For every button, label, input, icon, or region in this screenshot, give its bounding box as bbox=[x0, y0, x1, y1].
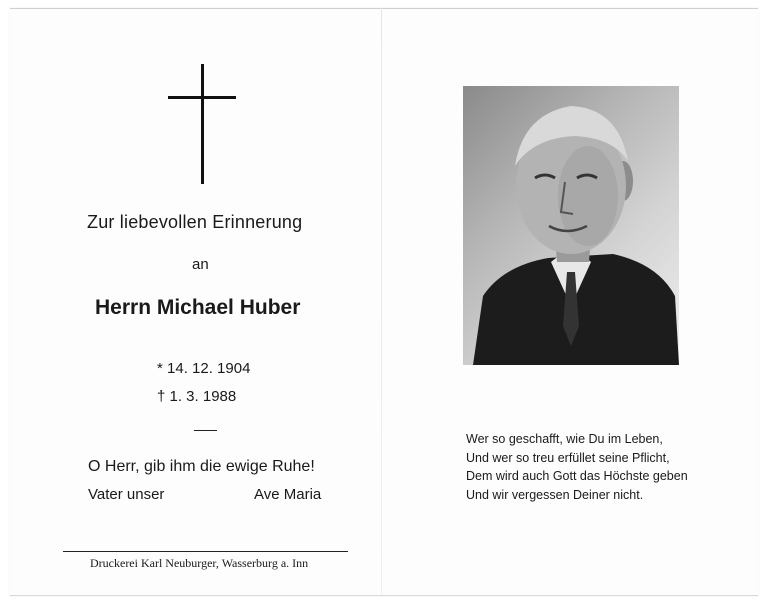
prayer-ave-maria: Ave Maria bbox=[254, 486, 322, 503]
prayer-text: O Herr, gib ihm die ewige Ruhe! bbox=[88, 458, 315, 475]
portrait-photo bbox=[463, 86, 679, 365]
printer-rule bbox=[63, 551, 348, 552]
poem-line: Und wir vergessen Deiner nicht. bbox=[466, 487, 644, 502]
poem-line: Und wer so treu erfüllet seine Pflicht, bbox=[466, 450, 670, 465]
printer-credit: Druckerei Karl Neuburger, Wasserburg a. Inn bbox=[90, 556, 309, 570]
death-date: † 1. 3. 1988 bbox=[157, 388, 237, 405]
poem bbox=[466, 430, 688, 504]
separator-dash bbox=[194, 430, 217, 431]
poem-line: Wer so geschafft, wie Du im Leben, bbox=[466, 432, 663, 446]
deceased-name: Herrn Michael Huber bbox=[95, 296, 301, 319]
poem-line: Dem wird auch Gott das Höchste geben bbox=[466, 469, 688, 483]
memorial-heading: Zur liebevollen Erinnerung bbox=[87, 212, 303, 232]
birth-date: * 14. 12. 1904 bbox=[157, 360, 251, 377]
prayer-vater-unser: Vater unser bbox=[88, 486, 165, 503]
card-fold bbox=[381, 8, 382, 594]
cross-icon bbox=[168, 64, 236, 184]
an-text: an bbox=[192, 256, 209, 273]
